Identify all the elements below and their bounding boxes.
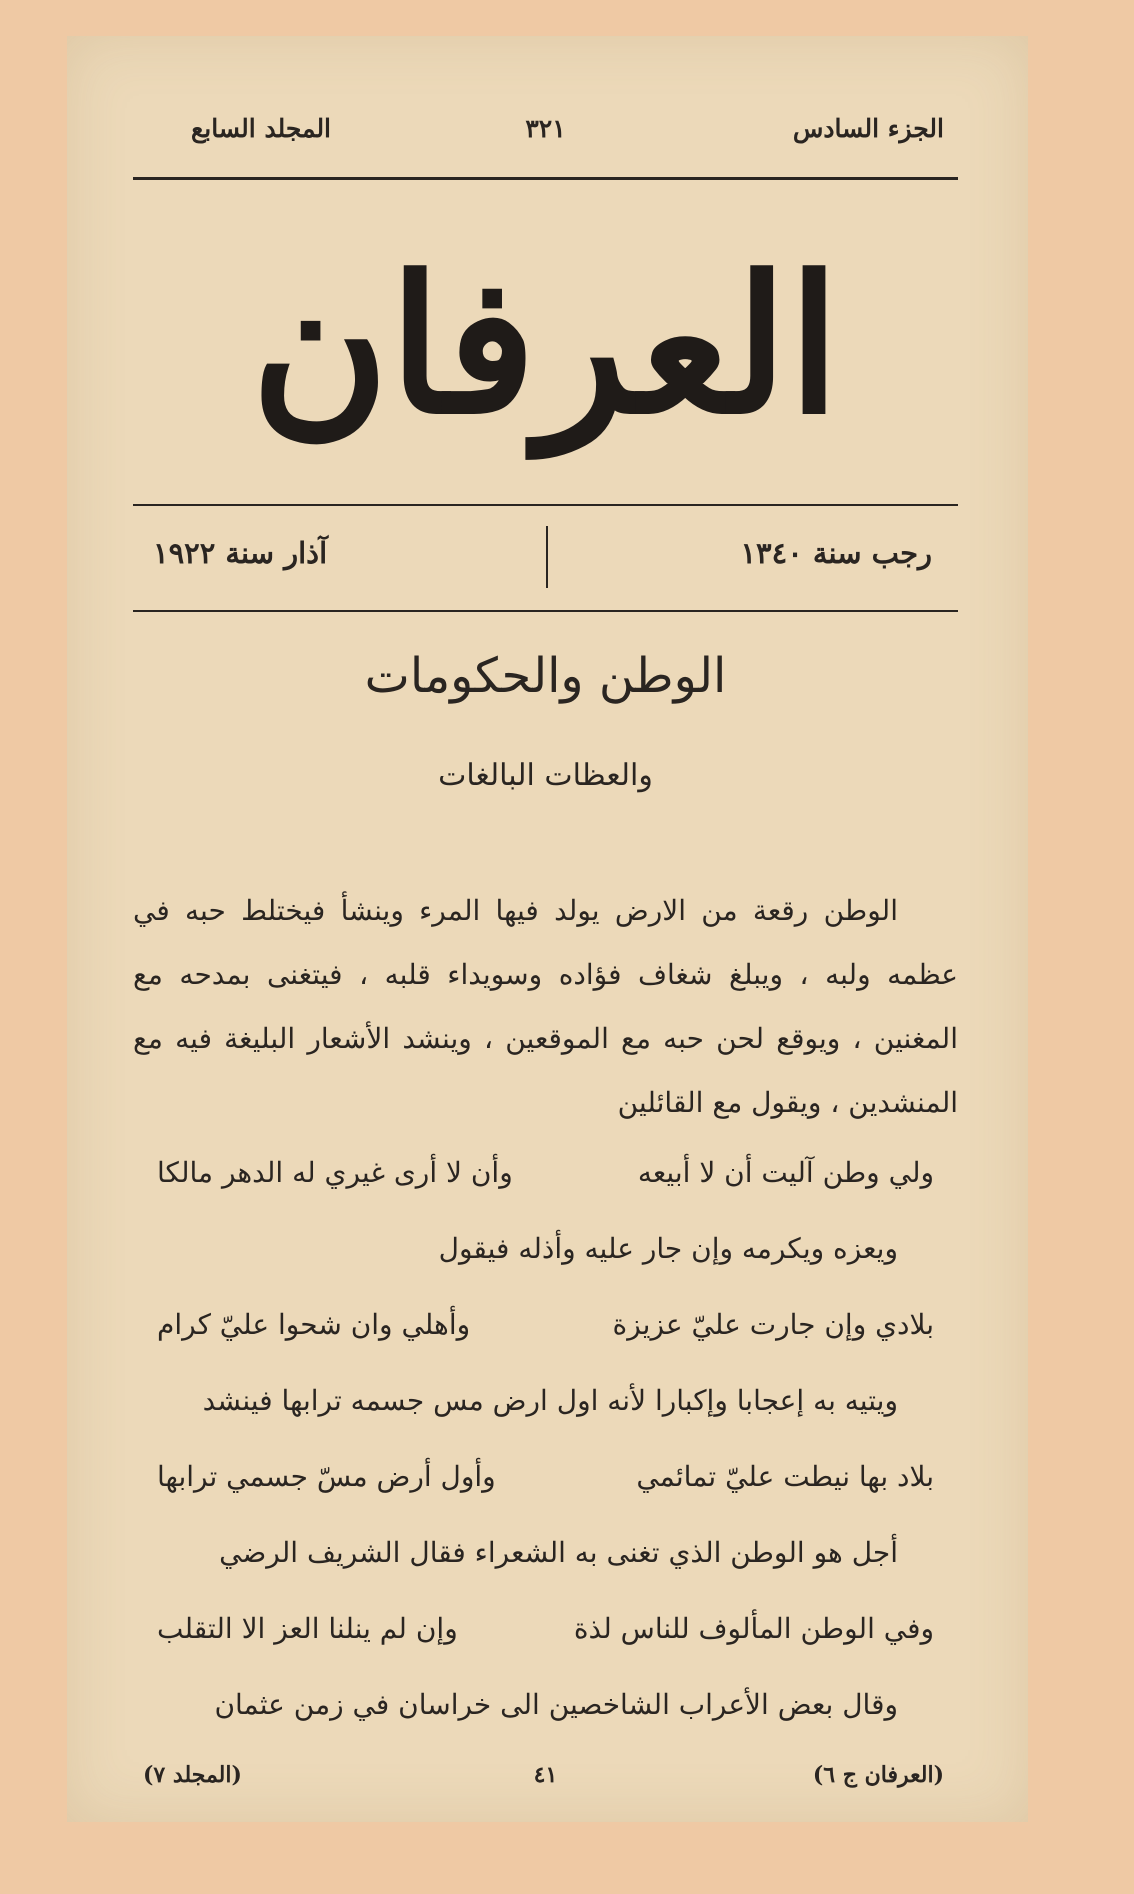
hijri-date: رجب سنة ١٣٤٠ [740,536,932,570]
verse-hemistich: وأول أرض مسّ جسمي ترابها [157,1460,496,1493]
verse-block [133,1135,958,1743]
verse-hemistich: وفي الوطن المألوف للناس لذة [573,1612,934,1645]
verse-hemistich: ولي وطن آليت أن لا أبيعه [637,1156,934,1189]
verse-hemistich: بلاد بها نيطت عليّ تمائمي [636,1460,934,1493]
issue-part: الجزء السادس [792,114,944,143]
verse-hemistich: وأهلي وان شحوا عليّ كرام [157,1308,471,1341]
article-title: الوطن والحكومات [364,648,727,704]
masthead-rule [133,504,958,506]
footer-volume: (المجلد ٧) [143,1762,242,1788]
page-footer [133,1762,958,1798]
volume-label: المجلد السابع [191,114,332,143]
narration-line: ويتيه به إعجابا وإكبارا لأنه اول ارض مس جسمه ترابها فينشد [202,1384,898,1417]
footer-signature: ٤١ [533,1762,558,1788]
verse-hemistich: بلادي وإن جارت عليّ عزيزة [612,1308,934,1341]
page-number: ٣٢١ [525,114,566,143]
verse-line [133,1591,958,1667]
article-subtitle: والعظات البالغات [438,758,653,793]
verse-line [133,1287,958,1363]
intro-paragraph: الوطن رقعة من الارض يولد فيها المرء وينشأ فيختلط حبه في عظمه ولبه ، ويبلغ شغاف فؤاده وسويداء قلبه ، فيتغنى بمدحه مع المغنين ، ويوقع لحن حبه مع الموقعين ، وينشد الأشعار البليغة فيه مع المنشدين ، ويقول مع القائلين [133,894,958,1119]
narration-line: وقال بعض الأعراب الشاخصين الى خراسان في زمن عثمان [214,1688,898,1721]
verse-line [133,1135,958,1211]
page-content [133,36,958,1822]
article-body [133,879,958,1743]
date-divider [546,526,548,588]
header-rule [133,177,958,180]
footer-journal: (العرفان ج ٦) [812,1762,944,1788]
narration-line: أجل هو الوطن الذي تغنى به الشعراء فقال الشريف الرضي [219,1536,898,1569]
gregorian-date: آذار سنة ١٩٢٢ [153,536,328,570]
paper-sheet [67,36,1028,1822]
date-rule [133,610,958,612]
masthead-title: العرفان [250,235,841,456]
verse-line [133,1439,958,1515]
verse-hemistich: وأن لا أرى غيري له الدهر مالكا [157,1156,513,1189]
narration-line: ويعزه ويكرمه وإن جار عليه وأذله فيقول [438,1232,898,1265]
verse-hemistich: وإن لم ينلنا العز الا التقلب [157,1612,458,1645]
running-header [133,114,958,158]
